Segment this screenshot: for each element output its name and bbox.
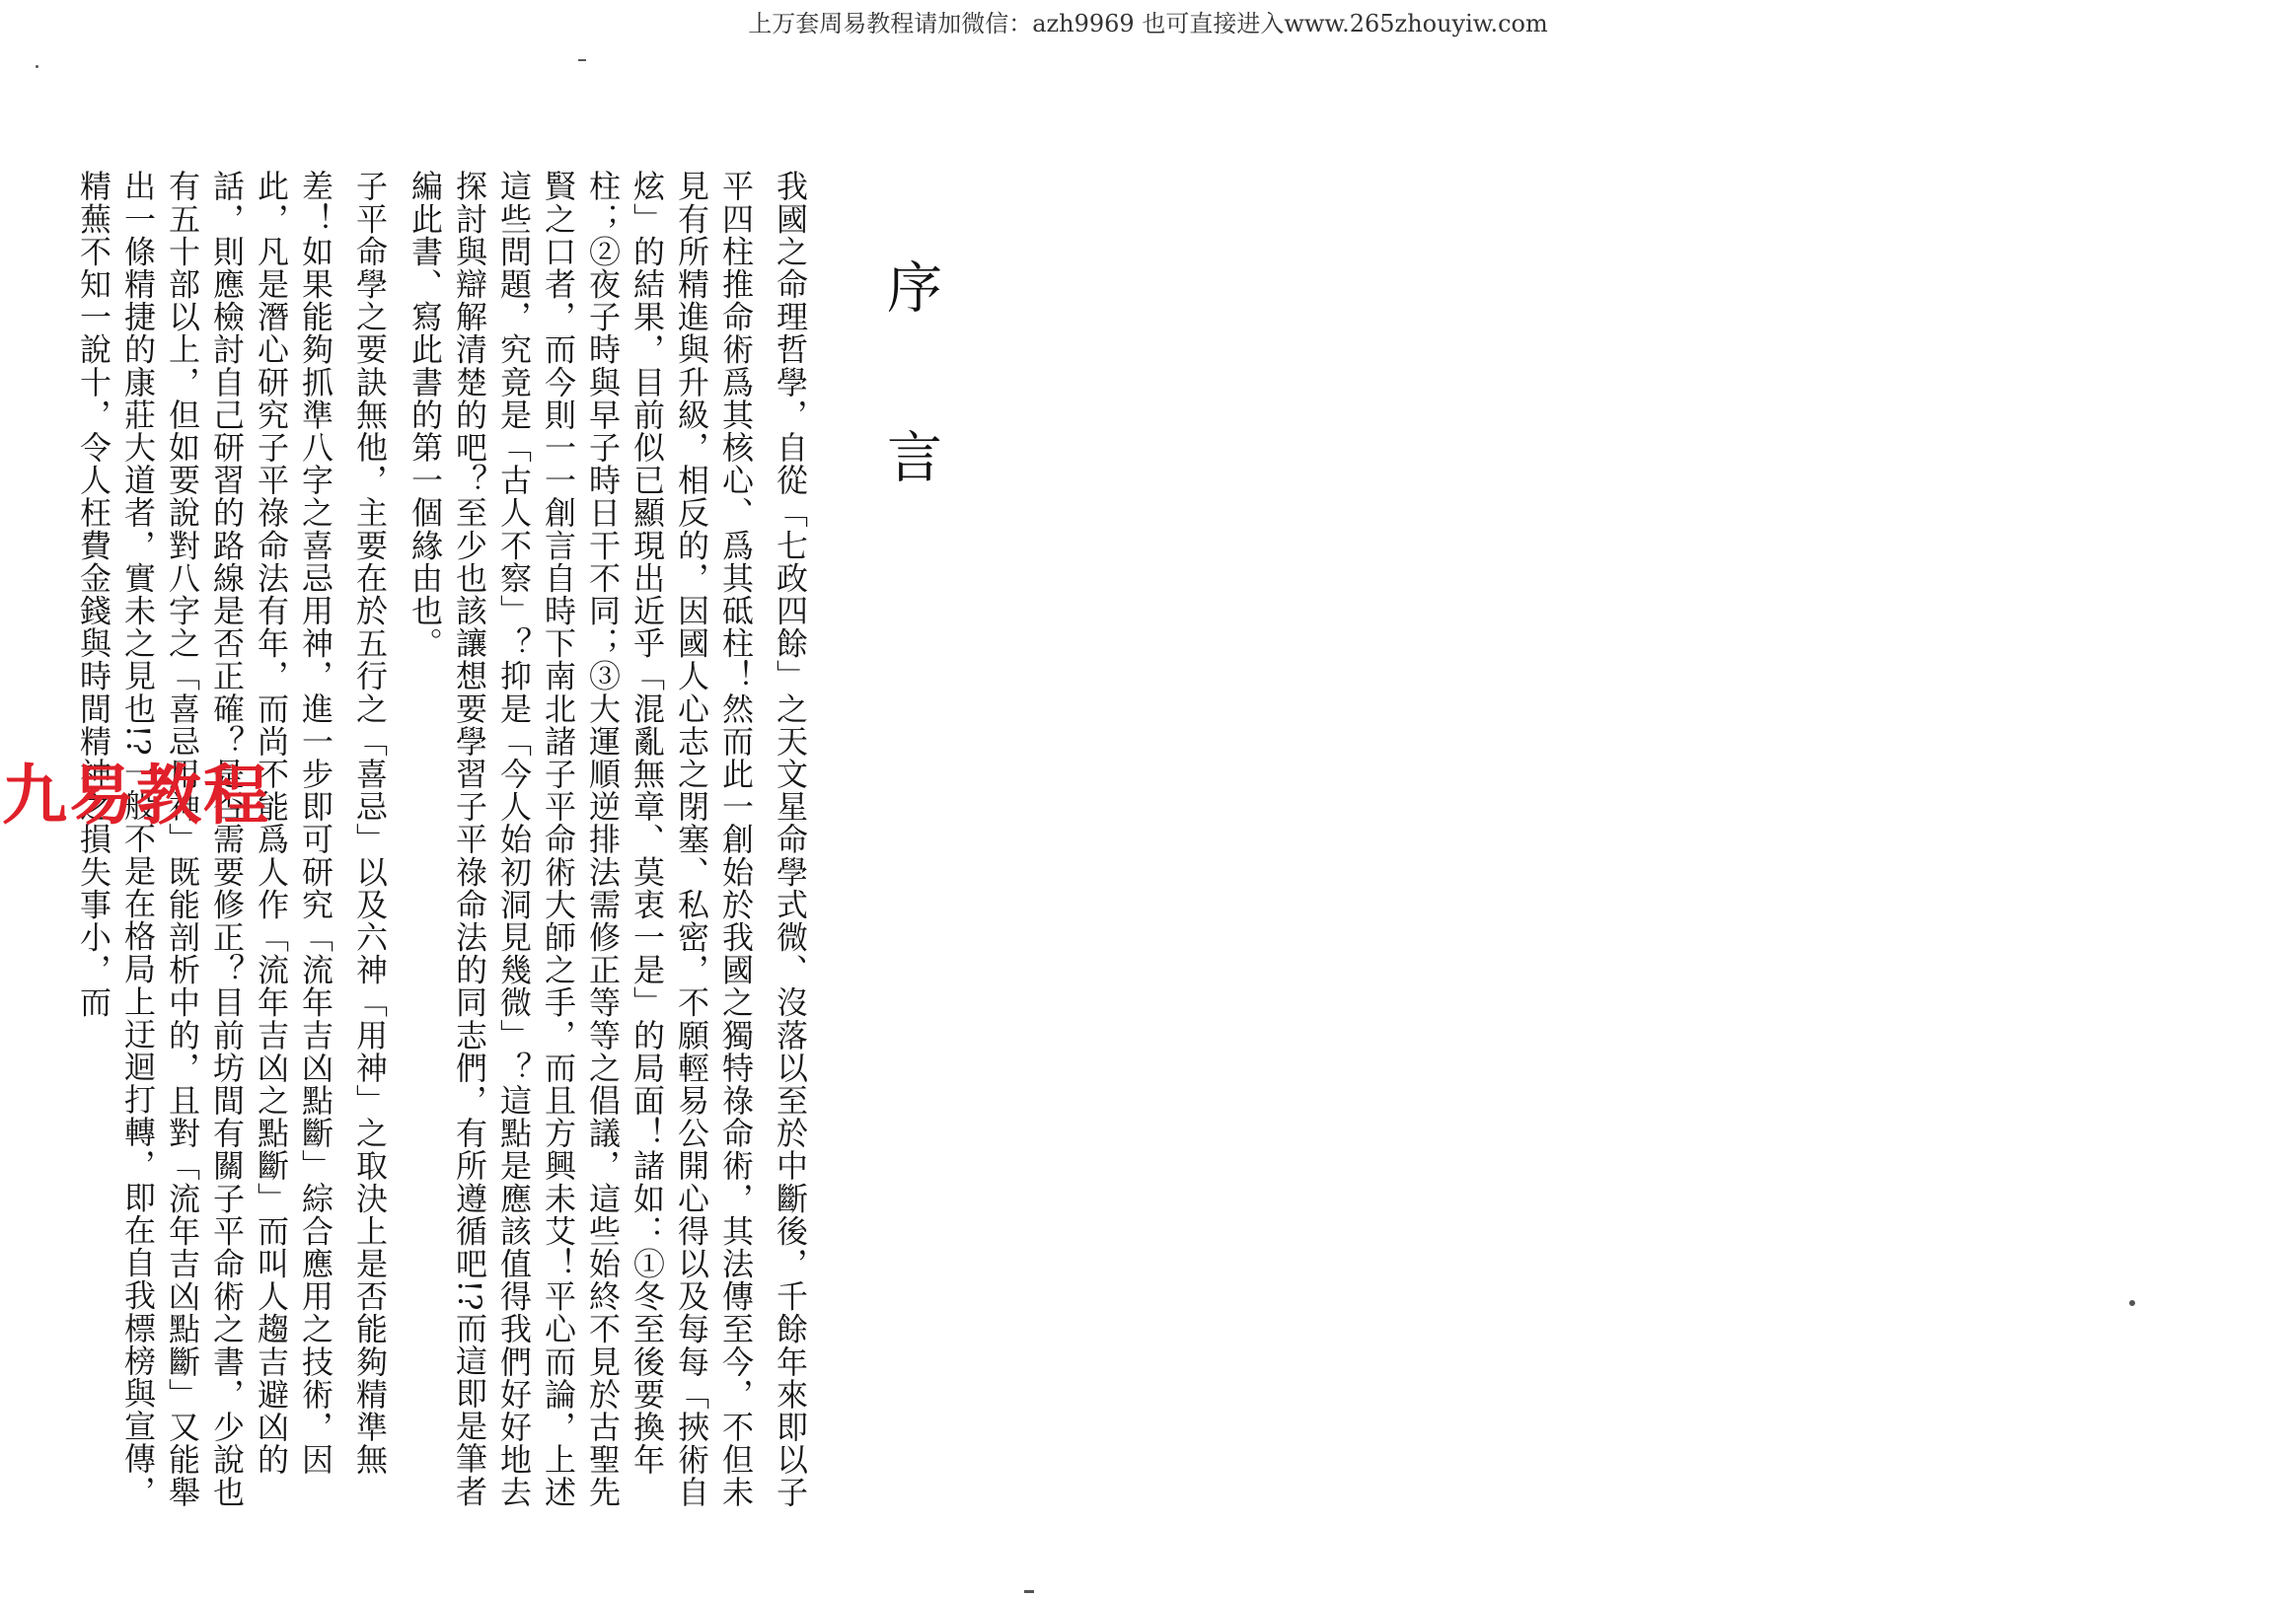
page-title: 序 言 — [878, 258, 942, 513]
paragraph-1-text: 我國之命理哲學，自從「七政四餘」之天文星命學式微、沒落以至於中斷後，千餘年來即以子平四柱推命術爲其核心、爲其砥柱！然而此一創始於我國之獨特祿命術，其法傳至今，不但未見有所精進與升級，相反的，因國人心志之閉塞、私密，不願輕易公開心得以及每每「挾術自炫」的結果，目前似已顯現出近乎「混亂無章、莫衷一是」的局面！諸如：①冬至後要換年柱；②夜子時與早子時日干不同；③大運順逆排法需修正等等之倡議，這些始終不見於古聖先賢之口者，而今則一一創言自時下南北諸子平命術大師之手，而且方興未艾！平心而論，上述這些問題，究竟是「古人不察」？抑是「今人始初洞見幾微」？這點是應該值得我們好好地去探討與辯解清楚的吧？至少也該讓想要學習子平祿命法的同志們，有所遵循吧!?而這即是筆者編此書、寫此書的第一個緣由也。 — [407, 170, 809, 1509]
paragraph-2-text: 子平命學之要訣無他，主要在於五行之「喜忌」以及六神「用神」之取決上是否能夠精準無差！如果能夠抓準八字之喜忌用神，進一步即可研究「流年吉凶點斷」綜合應用之技術，因此，凡是潛心研究子平祿命法有年，而尚不能爲人作「流年吉凶之點斷」而叫人趨吉避凶的話，則應檢討自己研習的路線是否正確？是否需要修正？目前坊間有關子平命術之書，少說也有五十部以上，但如要說對八字之「喜忌用神」既能剖析中的，且對「流年吉凶點斷」又能舉出一條精捷的康莊大道者，實未之見也!?一般不是在格局上迂迴打轉，即在自我標榜與宣傳，精蕪不知一說十，令人枉費金錢與時間精神之損失事小，而 — [75, 170, 389, 1509]
scan-speck — [578, 59, 586, 61]
scan-speck — [1024, 1590, 1034, 1593]
watermark-logo: 九易教程 — [2, 758, 270, 834]
header-banner: 上万套周易教程请加微信：azh9969 也可直接进入www.265zhouyiw.com — [748, 10, 1548, 37]
scan-speck — [36, 65, 38, 68]
scan-speck — [2129, 1300, 2135, 1306]
body-text — [75, 170, 823, 1529]
paragraph-2 — [71, 170, 403, 1529]
paragraph-1 — [403, 170, 823, 1529]
